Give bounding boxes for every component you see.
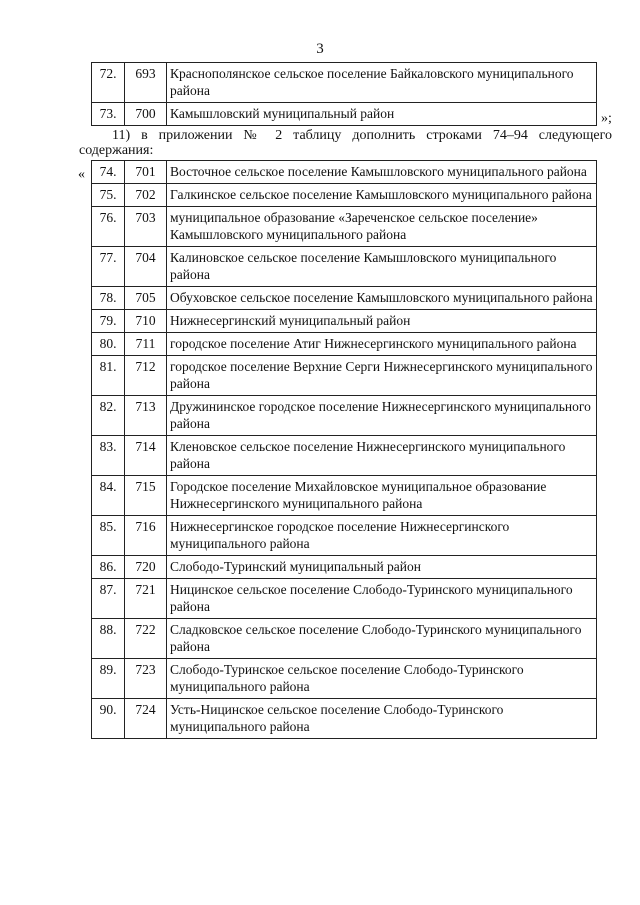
table-row xyxy=(92,476,597,516)
table-row xyxy=(92,619,597,659)
table-row xyxy=(92,659,597,699)
row-code: 701 xyxy=(125,161,167,184)
row-name: Слободо-Туринский муниципальный район xyxy=(167,556,597,579)
row-number: 87. xyxy=(92,579,125,619)
table-row xyxy=(92,310,597,333)
row-number: 80. xyxy=(92,333,125,356)
closing-quote: »; xyxy=(601,111,612,126)
row-code: 693 xyxy=(125,63,167,103)
table-row xyxy=(92,63,597,103)
row-code: 711 xyxy=(125,333,167,356)
row-number: 86. xyxy=(92,556,125,579)
row-code: 724 xyxy=(125,699,167,739)
row-code: 714 xyxy=(125,436,167,476)
row-code: 704 xyxy=(125,247,167,287)
table-row xyxy=(92,207,597,247)
table-row xyxy=(92,699,597,739)
row-code: 700 xyxy=(125,103,167,126)
table-row xyxy=(92,184,597,207)
row-name: городское поселение Атиг Нижнесергинского муниципального района xyxy=(167,333,597,356)
row-code: 712 xyxy=(125,356,167,396)
opening-quote: « xyxy=(78,167,85,182)
row-code: 715 xyxy=(125,476,167,516)
table-row xyxy=(92,556,597,579)
row-code: 705 xyxy=(125,287,167,310)
table-row xyxy=(92,396,597,436)
row-name: Нижнесергинский муниципальный район xyxy=(167,310,597,333)
row-number: 77. xyxy=(92,247,125,287)
table-row xyxy=(92,333,597,356)
row-code: 723 xyxy=(125,659,167,699)
row-name: Городское поселение Михайловское муниципальное образование Нижнесергинского муниципального района xyxy=(167,476,597,516)
row-code: 721 xyxy=(125,579,167,619)
row-number: 79. xyxy=(92,310,125,333)
table-row xyxy=(92,356,597,396)
row-number: 81. xyxy=(92,356,125,396)
row-name: Дружининское городское поселение Нижнесергинского муниципального района xyxy=(167,396,597,436)
row-number: 88. xyxy=(92,619,125,659)
row-name: Восточное сельское поселение Камышловского муниципального района xyxy=(167,161,597,184)
row-number: 74. xyxy=(92,161,125,184)
row-code: 703 xyxy=(125,207,167,247)
table-main xyxy=(91,160,597,739)
row-name: Нижнесергинское городское поселение Нижнесергинского муниципального района xyxy=(167,516,597,556)
row-name: Галкинское сельское поселение Камышловского муниципального района xyxy=(167,184,597,207)
row-number: 75. xyxy=(92,184,125,207)
row-number: 72. xyxy=(92,63,125,103)
row-name: Ницинское сельское поселение Слободо-Туринского муниципального района xyxy=(167,579,597,619)
row-code: 722 xyxy=(125,619,167,659)
page-number: 3 xyxy=(316,41,324,57)
table-top xyxy=(91,62,597,126)
row-code: 710 xyxy=(125,310,167,333)
row-number: 83. xyxy=(92,436,125,476)
row-name: городское поселение Верхние Серги Нижнесергинского муниципального района xyxy=(167,356,597,396)
row-code: 713 xyxy=(125,396,167,436)
table-row xyxy=(92,287,597,310)
row-number: 84. xyxy=(92,476,125,516)
amendment-paragraph: 11) в приложении № 2 таблицу дополнить строками 74–94 следующего содержания: xyxy=(79,128,612,158)
row-number: 78. xyxy=(92,287,125,310)
row-name: Калиновское сельское поселение Камышловского муниципального района xyxy=(167,247,597,287)
row-number: 85. xyxy=(92,516,125,556)
row-number: 90. xyxy=(92,699,125,739)
row-code: 720 xyxy=(125,556,167,579)
row-name: Обуховское сельское поселение Камышловского муниципального района xyxy=(167,287,597,310)
table-row xyxy=(92,579,597,619)
row-number: 76. xyxy=(92,207,125,247)
row-number: 89. xyxy=(92,659,125,699)
row-name: Краснополянское сельское поселение Байкаловского муниципального района xyxy=(167,63,597,103)
row-name: муниципальное образование «Зареченское сельское поселение» Камышловского муниципального района xyxy=(167,207,597,247)
table-row xyxy=(92,436,597,476)
table-row xyxy=(92,161,597,184)
row-code: 702 xyxy=(125,184,167,207)
row-name: Кленовское сельское поселение Нижнесергинского муниципального района xyxy=(167,436,597,476)
table-row xyxy=(92,103,597,126)
table-row xyxy=(92,247,597,287)
row-name: Усть-Ницинское сельское поселение Слободо-Туринского муниципального района xyxy=(167,699,597,739)
row-name: Сладковское сельское поселение Слободо-Туринского муниципального района xyxy=(167,619,597,659)
row-number: 73. xyxy=(92,103,125,126)
row-name: Слободо-Туринское сельское поселение Слободо-Туринского муниципального района xyxy=(167,659,597,699)
table-row xyxy=(92,516,597,556)
row-number: 82. xyxy=(92,396,125,436)
row-code: 716 xyxy=(125,516,167,556)
row-name: Камышловский муниципальный район xyxy=(167,103,597,126)
